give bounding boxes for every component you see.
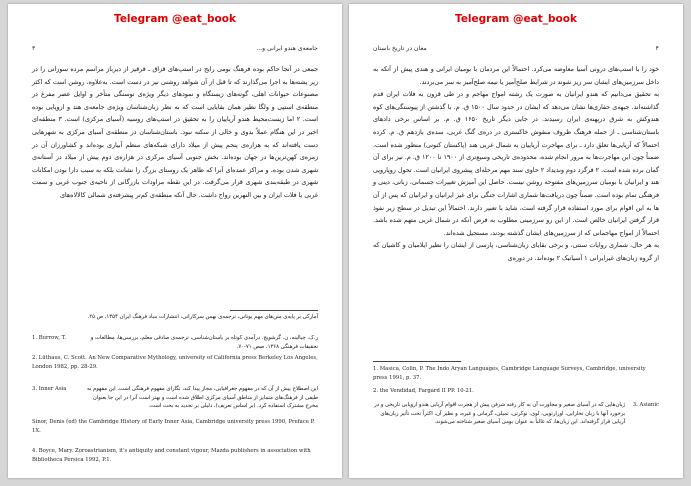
footnote-3 <box>373 401 659 427</box>
telegram-watermark: Telegram @eat_book <box>455 13 577 25</box>
running-header <box>32 45 318 52</box>
paragraph-2: به تحقیق می‌دانیم که هندو ایرانیان به صورت یک رشته امواج مهاجم و در طی قرون به فلات ایران قدم گذاشته‌اند. جبهه‌ی حفاری‌ها نشان می‌دهد که ایشان در حدود سال ۱۵۰۰ ق. م. با گذشتن از پیوستگی‌های کوه هندوکش به شرق درپهنه‌ی ایران رسیدند. در جایی دیگر تاریخ ۱۶۵۰ ق. م. بر اساس برخی دادهای باستان‌شناسی ـ از جمله فرهنگ ظروف منقوش خاکستری در دره‌ی گنگ غربی، سده‌ی بازدهم ق. م. کرده احتمالاً که آریایی‌ها تعلق دارد ـ برای مهاجرت آریاییان به شمال غربی هند (پاکستان کنونی) منظور شده است. ضمناً چون این مهاجرت‌ها به مرور انجام شده، محدوده‌ی تاریخی وسیع‌تری از ۱۹۰۰ تا ۱۲۰۰ ق. م. نیز برای آن گمان برده شده است. ۲ فرگرد دوم وندیداد ۲ حاوی سند مهم مرحله‌ای پیشروی ایرانیان است. تحول روپارویی هند و ایرانیان با بومیان سرزمین‌های مفتوحه روشن نیست. حاصل این آمیزش تغییرات جسمانی، زبانی، دینی و فرهنگی تمام بوده است. ضمناً چون دریافت‌ها شماری اشارات جنگی برای غیر ایرانیان و ایرانیان که پس از آن ها به این اقوام برای مورد استفاده قرار گرفته است، شاید با تعبیر دارند. احتمالاً این تبدیل در سطح زیر نفوذ قرار گرفتن ایرانیان خالص است. از این رو سرزمینی مطلوب به فرض آنکه در شمال غربی متهم شده باشد. احتمالاً از امواج مهاجمانی که از سرزمین‌های ایشان گذشته بودند، مستحیل شده‌اند. <box>373 91 660 237</box>
page-right <box>349 4 683 478</box>
footnote-4: 4. Boyce, Mary. Zoroastrianism, it's antiquity and constant vigour, Mazda publishers in association with Bibliotheca Persica 1992, P.1. <box>32 448 311 463</box>
page-number: ۴ <box>655 45 659 52</box>
paragraph: جمعی در آنجا حاکم بوده فرهنگ بومی رایج در استپ‌های قزاق ـ قرقیز از دیرباز مراسم مرده سوزانی را در زیر پشته‌ها به اجرا می‌گذارند که تا قبل از آن شواهد روشنی نیز در دست است. به‌علاوه، روشن است که اکثر مصنوعات حیوانات اهلی، گونه‌های زیستگاه و نمودهای دیگر ویژه‌ی نوسنگی متأخر و اوایل عصر مفرغ در منطقه‌ی استپی و ولگا نظیر همان بقایایی است که به نظر زبان‌شناسان ویژه‌ی جامعه‌ی هند و اروپایی بوده است. ۲ اما زیست‌محیط هندو آریاییان را به تحقیق در استپ‌های روسیه (آسیای مرکزی) است. ۳ منطقه‌ای اخیر در این هنگام عملاً بدوی و خالی از سکنه نبود. باستان‌شناسان در منطقه‌ی آسیای مرکزی به شهرهایی دست یافته‌اند که به هزاره‌ی پنجم پیش از میلاد دارای شبکه‌های منظم آبیاری بوده‌اند و کشاورزان آن در زمره‌ی کهن‌ترین‌ها در جهان بوده‌اند. بخش جنوبی آسیای مرکزی در هزاره‌ی دوم پیش از میلاد در آستانه‌ی شهری شدن بوده، و مراکز عمده‌ای آنرا که ظاهر یک روستای بزرگ را نشانت بلکه به سبب دارا بودن امکانات شهری در طبقه‌بندی شهری قرار می‌گرفت. در این نقطه مراودات بازرگانی از ناحیه‌ی جنوب غربی و سمت غربی با فلات ایران و بین النهرین رواج داشت. حال آنکه منطقه‌ی کم‌تر پیشرفته‌ی شمالی کالالاه‌های <box>32 66 319 199</box>
page-number: ۳ <box>32 45 36 52</box>
footnote: آمارکی بر پایه‌ی متن‌های مهم یونانی، ترجمه‌ی بهمن سرکاراتی، انتشارات بنیاد فرهنگ ایران ۱۳۵۴، ص ۲۵. <box>87 314 318 320</box>
body-text <box>373 64 659 266</box>
footnote-rule <box>230 310 318 311</box>
footnote-1: 1. Masica, Colin, P. The Indo Aryan Languages, Cambridge Language Surveys, Cambridge, university press 1991, p. 37. <box>373 366 646 381</box>
footnote-3 <box>32 385 318 411</box>
paragraph-1: خود را با استپ‌های درونی آسیا معاوضه می‌کرد. احتمالاً این مردمان با بومیان ایرانی و هندی پیش از آنکه به داخل سرزمین‌های ایشان سر ریز شوند در شرایط صلح‌آمیز یا نیمه صلح‌آمیز به سر می‌بردند. <box>373 66 659 86</box>
footnote-3-ref: 3. Inner Asia <box>32 386 67 392</box>
telegram-watermark: Telegram @eat_book <box>114 13 236 25</box>
footnote-3-ref: 3. Asianic <box>632 402 659 408</box>
footnote-3-text: ژبان‌هایی که در آسیای صغیر و مجاورت آن به کار رفته شرفن پیش از هجرت اقوام آریایی هندو اروپایی تاریخی و در برخورد آنها با زبان تخارایی، اورارتویی، لوی، نوکرتی، تمیلی، گرمانی و غیره، و نظیر آن، اکثراً تحت تأثیر زبان‌های آریایی قرار گرفته‌اند. این زبان‌ها، که غالباً به عنوان بومی آسیای صغیر شناخته می‌شوند. <box>374 402 625 425</box>
header-title: جامعه‌ی هندو ایرانی و... <box>256 45 318 52</box>
footnote-3-citation: Sinor, Denis (ed) the Cambridge History of Early Inner Asia, Cambridge university press 1990, Preface P. 1X. <box>32 419 315 434</box>
footnote-1-text: ر.ک. چیالینه، ن. گرشویچ. درآمدی کوتاه بر باستان‌شناسی، ترجمه‌ی صادقی معلم، بررسی‌ها، مطالعات و تحقیقات فرهنگی ۱۳۶۸، صص ۷۱-۷۰. <box>90 335 318 350</box>
footnote-1 <box>32 334 318 351</box>
body-text <box>32 64 318 203</box>
footnote-rule <box>373 361 461 362</box>
paragraph-3: به هر حال، شماری روایات سنتی، و برخی بقایای زبان‌شناسی، پارسی از ایشان را نظیر ایلامیان و کاشیان که از گروه زبان‌های غیرایرانی ۱ آسیانیک ۲ بوده‌اند، در دوره‌ی <box>373 242 659 262</box>
footnote-2: 2. the Vendidad, Fargard II PP. 10-21. <box>373 388 474 394</box>
footnote-3-text: این اصطلاح پیش از آن که در مفهوم جغرافیایی، مجاز پیدا کند، نگارای مفهوم فرهنگی است. این مفهوم به طیفی از فرهنگ‌های متمایز از مناطق آسیای مرکزی اطلاق شده است و بهتر است آنرا در این جا بعنوان مخرج مشترک استفاده کرد. (بر اساس تعریف)، دلیلی بر تحدید به بحث است. <box>87 386 318 409</box>
footnote-1-ref: 1. Burrow, T. <box>32 335 67 341</box>
footnote-2: 2. Lüthaus, C. Scott. An New Comparative Mythology, university of California press Berkeley Los Angeles, London 1982, pp. 28-29. <box>32 355 318 370</box>
header-title: مغان در تاریخ باستان <box>373 45 427 52</box>
running-header <box>373 45 659 52</box>
page-left <box>8 4 342 478</box>
